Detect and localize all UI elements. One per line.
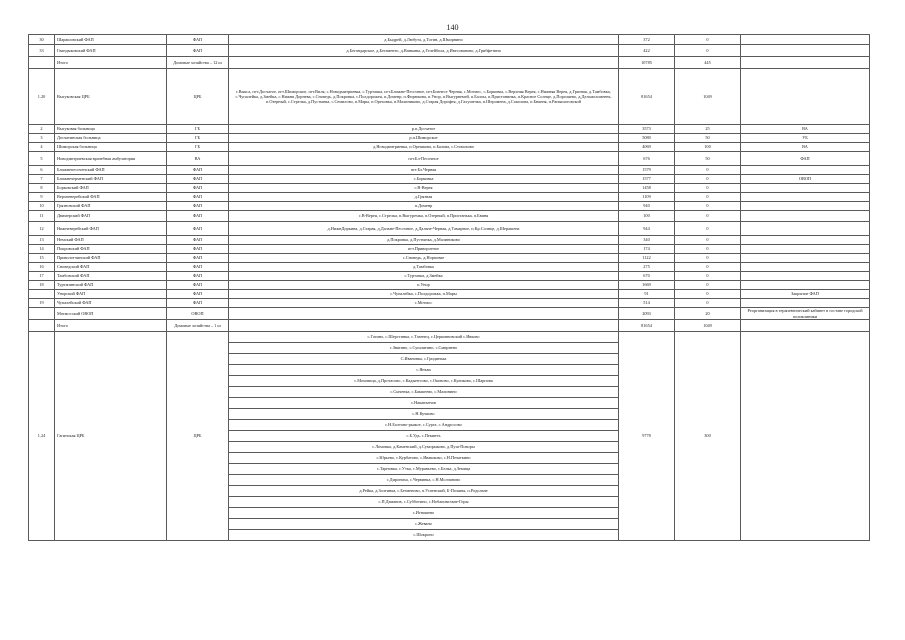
population-cell: 81654 [619, 69, 675, 125]
table-row [29, 175, 870, 184]
population-cell: 10785 [619, 57, 675, 69]
settlements-cell: с.Моховица, д.Протасово, с.Кадынтсово, с.Оконово, с.Куликово, с.Шарпова [229, 376, 619, 387]
beds-cell: 445 [675, 57, 741, 69]
beds-cell: 0 [675, 290, 741, 299]
note-cell [741, 254, 870, 263]
population-cell: 275 [619, 263, 675, 272]
facilities-table [28, 34, 870, 541]
population-cell: 514 [619, 299, 675, 308]
beds-cell: 0 [675, 211, 741, 222]
facility-name: Верхневерейский ФАП [55, 193, 167, 202]
table-row [29, 320, 870, 332]
settlements-cell: д.Бегандарское, д.Бегаменто, д.Ванканы, д.Гелейбола, д.Ивесованово, д.Грибфетина [229, 45, 619, 57]
facility-type: ГБ [167, 125, 229, 134]
settlements-cell: д.НижнДоркина, д.Старая, д.Дальне-Песочное, д.Дальне-Черная, д.Тамарное, п.Кр.Солнце, д.Шерашена [229, 222, 619, 236]
note-cell [741, 281, 870, 290]
beds-cell: 0 [675, 236, 741, 245]
settlements-cell: д.Тамбовка [229, 263, 619, 272]
beds-cell: 0 [675, 166, 741, 175]
beds-cell: 25 [675, 125, 741, 134]
settlements-cell: с.Гагино, с.Шерстинка, с.Тазенец, с.Церковновский с.Ивково [229, 332, 619, 343]
beds-cell: 0 [675, 222, 741, 236]
note-cell [741, 222, 870, 236]
beds-cell: 0 [675, 184, 741, 193]
facility-type: ФАП [167, 299, 229, 308]
facility-type: ФАП [167, 211, 229, 222]
facility-type: ФАП [167, 290, 229, 299]
settlements-cell: р.п.Шиморское [229, 134, 619, 143]
note-cell [741, 272, 870, 281]
settlements-cell: пгт.Бл-Песочное [229, 152, 619, 166]
row-number: 5 [29, 152, 55, 166]
note-cell [741, 211, 870, 222]
note-cell [741, 184, 870, 193]
row-number: 1.20 [29, 69, 55, 125]
facility-type: ФАП [167, 222, 229, 236]
facility-name: Гвандыковский ФАП [55, 45, 167, 57]
beds-cell: 1049 [675, 320, 741, 332]
table-row [29, 222, 870, 236]
table-row [29, 45, 870, 57]
row-number: 14 [29, 245, 55, 254]
facility-name: Туртапинский ФАП [55, 281, 167, 290]
beds-cell: 0 [675, 35, 741, 45]
beds-cell: 20 [675, 308, 741, 320]
beds-cell: 0 [675, 193, 741, 202]
table-row [29, 236, 870, 245]
facility-name: Гагинская ЦРБ [55, 332, 167, 541]
population-cell: 1577 [619, 175, 675, 184]
population-cell: 940 [619, 202, 675, 211]
note-cell [741, 202, 870, 211]
facility-name: Двимерский ФАП [55, 211, 167, 222]
beds-cell: 300 [675, 332, 741, 541]
note-cell: ВА [741, 125, 870, 134]
population-cell: 2093 [619, 308, 675, 320]
settlements-cell: с.В-Верея [229, 184, 619, 193]
population-cell: 372 [619, 35, 675, 45]
table-row [29, 308, 870, 320]
facility-type: ФАП [167, 166, 229, 175]
facility-name: Приволотчинский ФАП [55, 254, 167, 263]
note-cell [741, 193, 870, 202]
table-row [29, 69, 870, 125]
note-cell [741, 236, 870, 245]
beds-cell: 0 [675, 254, 741, 263]
population-cell: 3573 [619, 125, 675, 134]
table-row [29, 57, 870, 69]
facility-name: Итого [55, 320, 167, 332]
population-cell: 1579 [619, 166, 675, 175]
beds-cell: 1049 [675, 69, 741, 125]
row-number: 13 [29, 236, 55, 245]
settlements-cell: с.Тарновка, с.Утка, с.Муравьево, с.Белка, д.Земица [229, 464, 619, 475]
beds-cell: 0 [675, 202, 741, 211]
settlements-cell: с.П.Даманов, с.Субботино, с.Нобаповельне-Горы [229, 497, 619, 508]
note-cell: ОВОП [741, 175, 870, 184]
note-cell [741, 45, 870, 57]
settlements-cell: с.Б.Удь, с.Пекинтъ [229, 431, 619, 442]
note-cell [741, 57, 870, 69]
beds-cell: 0 [675, 45, 741, 57]
row-number: 4 [29, 143, 55, 152]
population-cell: 1109 [619, 193, 675, 202]
facility-type: Домовые хозяйства – 12 ш [167, 57, 229, 69]
facility-type: ФАП [167, 45, 229, 57]
facility-type: ФАП [167, 193, 229, 202]
row-number: 1.24 [29, 332, 55, 541]
population-cell: 9778 [619, 332, 675, 541]
table-row [29, 125, 870, 134]
beds-cell: 0 [675, 299, 741, 308]
table-row [29, 281, 870, 290]
note-cell [741, 166, 870, 175]
settlements-cell: с.Н.Болтово-рыжое, с.Сурга, с.Андросово [229, 420, 619, 431]
settlements-cell: р.п.Досчатое [229, 125, 619, 134]
note-cell [741, 299, 870, 308]
facility-name: Шиморская больница [55, 143, 167, 152]
facility-type: ФАП [167, 175, 229, 184]
table-row [29, 35, 870, 45]
row-number [29, 320, 55, 332]
settlements-cell: с.Игнашево [229, 508, 619, 519]
facility-type: ОВОП [167, 308, 229, 320]
row-number: 6 [29, 166, 55, 175]
facility-name: Покровский ФАП [55, 245, 167, 254]
table-body [29, 35, 870, 541]
settlements-cell: п.Доменр [229, 202, 619, 211]
settlements-cell: с.Мотмос [229, 299, 619, 308]
population-cell: 1458 [619, 184, 675, 193]
beds-cell: 0 [675, 272, 741, 281]
settlements-cell: д.Новодмитриевка, п.Орешкова, п.Балова, с.Стомохово [229, 143, 619, 152]
row-number: 12 [29, 222, 55, 236]
settlements-cell: с.Шокроно [229, 530, 619, 541]
facility-name: Унорский ФАП [55, 290, 167, 299]
note-cell: ФАП [741, 152, 870, 166]
row-number: 30 [29, 35, 55, 45]
row-number [29, 290, 55, 299]
page-number: 140 [446, 23, 459, 32]
facility-type: ФАП [167, 272, 229, 281]
settlements-cell: с.В-Верея, с.Стрелка, п.Выгуремка, п.Озерный, п.Пристанька, п.Бвиня [229, 211, 619, 222]
note-cell [741, 35, 870, 45]
population-cell: 1669 [619, 281, 675, 290]
table-row [29, 254, 870, 263]
settlements-cell: с.Ломовка, д.Каменский, д.Суморыково, д.Пуш-Поворы [229, 442, 619, 453]
settlements-cell: д.Покровка, д.Пустынка, д.Малиниково [229, 236, 619, 245]
facility-type: ФАП [167, 254, 229, 263]
facility-name: Ближнепесоченский ФАП [55, 166, 167, 175]
facility-name: Шарашовский ФАП [55, 35, 167, 45]
population-cell: 422 [619, 45, 675, 57]
note-cell [741, 263, 870, 272]
beds-cell: 0 [675, 245, 741, 254]
table-row [29, 263, 870, 272]
row-number: 17 [29, 272, 55, 281]
note-cell [741, 320, 870, 332]
settlements-cell: с.Жевано [229, 519, 619, 530]
population-cell: 676 [619, 152, 675, 166]
facility-type: ФАП [167, 184, 229, 193]
settlements-cell: с.Дирониха, с.Червинка, с.Н.Молчаново [229, 475, 619, 486]
settlements-cell: С.Ивановка, с.Гридинька [229, 354, 619, 365]
beds-cell: 100 [675, 143, 741, 152]
facility-name: Выгуковая больница [55, 125, 167, 134]
population-cell: 4069 [619, 143, 675, 152]
facility-name: Нижневерейский ФАП [55, 222, 167, 236]
population-cell: 91 [619, 290, 675, 299]
settlements-cell: с.Накапъенов [229, 398, 619, 409]
row-number: 33 [29, 45, 55, 57]
table-row [29, 152, 870, 166]
population-cell: 670 [619, 272, 675, 281]
row-number: 8 [29, 184, 55, 193]
population-cell: 340 [619, 236, 675, 245]
table-row [29, 211, 870, 222]
settlements-cell: пгт.Бл.Черная [229, 166, 619, 175]
settlements-cell: с.Чупалейка, с.Полдорожка, п.Мары [229, 290, 619, 299]
facility-name: Ближнечерменский ФАП [55, 175, 167, 184]
row-number: 19 [29, 299, 55, 308]
population-cell: 5080 [619, 134, 675, 143]
settlements-cell: с.Сноведь, д.Норповке [229, 254, 619, 263]
population-cell: 1122 [619, 254, 675, 263]
facility-type: ФАП [167, 281, 229, 290]
facility-name: Выгуковская ЦРБ [55, 69, 167, 125]
table-row [29, 202, 870, 211]
settlements-cell [229, 320, 619, 332]
settlements-cell: с.Туртапка, д.Змейка [229, 272, 619, 281]
settlements-cell: д.Грязная [229, 193, 619, 202]
row-number [29, 308, 55, 320]
facility-type: ФАП [167, 263, 229, 272]
settlements-cell [229, 308, 619, 320]
beds-cell: 50 [675, 152, 741, 166]
row-number: 2 [29, 125, 55, 134]
row-number: 3 [29, 134, 55, 143]
table-row [29, 290, 870, 299]
facility-type: ФАП [167, 202, 229, 211]
beds-cell: 50 [675, 134, 741, 143]
facility-name: Немский ФАП [55, 236, 167, 245]
population-cell: 944 [619, 222, 675, 236]
settlements-cell: с.Н.Кучково [229, 409, 619, 420]
beds-cell: 0 [675, 263, 741, 272]
population-cell: 81654 [619, 320, 675, 332]
facility-name: Досчатинская больница [55, 134, 167, 143]
facility-name: Мотмосский ОВОП [55, 308, 167, 320]
facility-type: ФАП [167, 245, 229, 254]
table-row [29, 299, 870, 308]
row-number: 10 [29, 202, 55, 211]
table-row [29, 272, 870, 281]
row-number: 15 [29, 254, 55, 263]
facility-type: ЦРБ [167, 332, 229, 541]
settlements-cell: г.Выкса, пгт.Досчатое, пгт.Шиморское, пгт.Виля, с.Новодмитриевка, с.Туртапка, пгт.Ближне-Песочное, пгт.Бизнесе Черная, с.Мотмос, с.Борковка, с.Верхняя Верея, с.Нижняя Верея, д.Грязная, д.Тамбовка, с.Чупалейка, д.Змейка, с.Нижня Дорнева, с.Сноведь, д.Покровка, с.Полдорожея, п.Доменр, п.Фирюкова, п.Унор, п.Выгурвемей, п.Балоы, п.Пристанинка, п.Красное Солнце, д.Пороляево, д.Дельмоломенек, п.Озерный, с.Стрелка, д.Пустынка, с.Семилово, п.Мары, п.Ореховка, п.Малиниково, д.Старая Дорофея, д.Галушечка, п.Шеромена, д.Соколова, п.Бнкеня, п.Рапышоговской [229, 69, 619, 125]
row-number: 16 [29, 263, 55, 272]
note-cell: ВА [741, 143, 870, 152]
note-cell: Закрытие ФАП [741, 290, 870, 299]
facility-type: ГБ [167, 143, 229, 152]
row-number [29, 57, 55, 69]
row-number: 18 [29, 281, 55, 290]
settlements-cell: с.Сыченка, с.Бакшеево, с.Малинино [229, 387, 619, 398]
note-cell: Реорганизация в терапевтический кабинет в составе городской поликлиники [741, 308, 870, 320]
population-cell: 174 [619, 245, 675, 254]
beds-cell: 0 [675, 175, 741, 184]
beds-cell: 0 [675, 281, 741, 290]
note-cell [741, 245, 870, 254]
facility-type: ГБ [167, 134, 229, 143]
settlements-cell: д.Рейка, д.Золтинка, с.Безменово, п.Успенский, Б-Поляны, п.Родольне [229, 486, 619, 497]
settlements-cell: п.Унор [229, 281, 619, 290]
settlements-cell: с.Борковка [229, 175, 619, 184]
settlements-cell: с.Янъва [229, 365, 619, 376]
facility-name: Грязновский ФАП [55, 202, 167, 211]
note-cell [741, 69, 870, 125]
table-row [29, 193, 870, 202]
settlements-cell: пгт.Приворотное [229, 245, 619, 254]
facility-type: ВА [167, 152, 229, 166]
table-row [29, 134, 870, 143]
facility-name: Сноведский ФАП [55, 263, 167, 272]
facility-name: Борковский ФАП [55, 184, 167, 193]
note-cell: УБ [741, 134, 870, 143]
settlements-cell: с.Юрьево, с.Курбатово, с.Ивашково, с.Н.Печаткино [229, 453, 619, 464]
row-number: 9 [29, 193, 55, 202]
table-row [29, 143, 870, 152]
table-row [29, 166, 870, 175]
settlements-cell: д.Быдрей, д.Любута, д.Тогин, д.Шморвино [229, 35, 619, 45]
note-cell [741, 332, 870, 541]
facility-type: ФАП [167, 236, 229, 245]
table-row [29, 332, 870, 343]
table-row [29, 184, 870, 193]
facility-name: Чупалейский ФАП [55, 299, 167, 308]
facility-name: Итого [55, 57, 167, 69]
facility-type: ЦРБ [167, 69, 229, 125]
facility-type: Домовые хозяйства – 1 ш [167, 320, 229, 332]
settlements-cell [229, 57, 619, 69]
facility-name: Тамбовский ФАП [55, 272, 167, 281]
row-number: 7 [29, 175, 55, 184]
row-number: 11 [29, 211, 55, 222]
facility-name: Новодмитриевская врачебная амбулатория [55, 152, 167, 166]
facility-type: ФАП [167, 35, 229, 45]
table-row [29, 245, 870, 254]
settlements-cell: с.Звягино, с.Сушлятино, с.Смирнено [229, 343, 619, 354]
population-cell: 100 [619, 211, 675, 222]
